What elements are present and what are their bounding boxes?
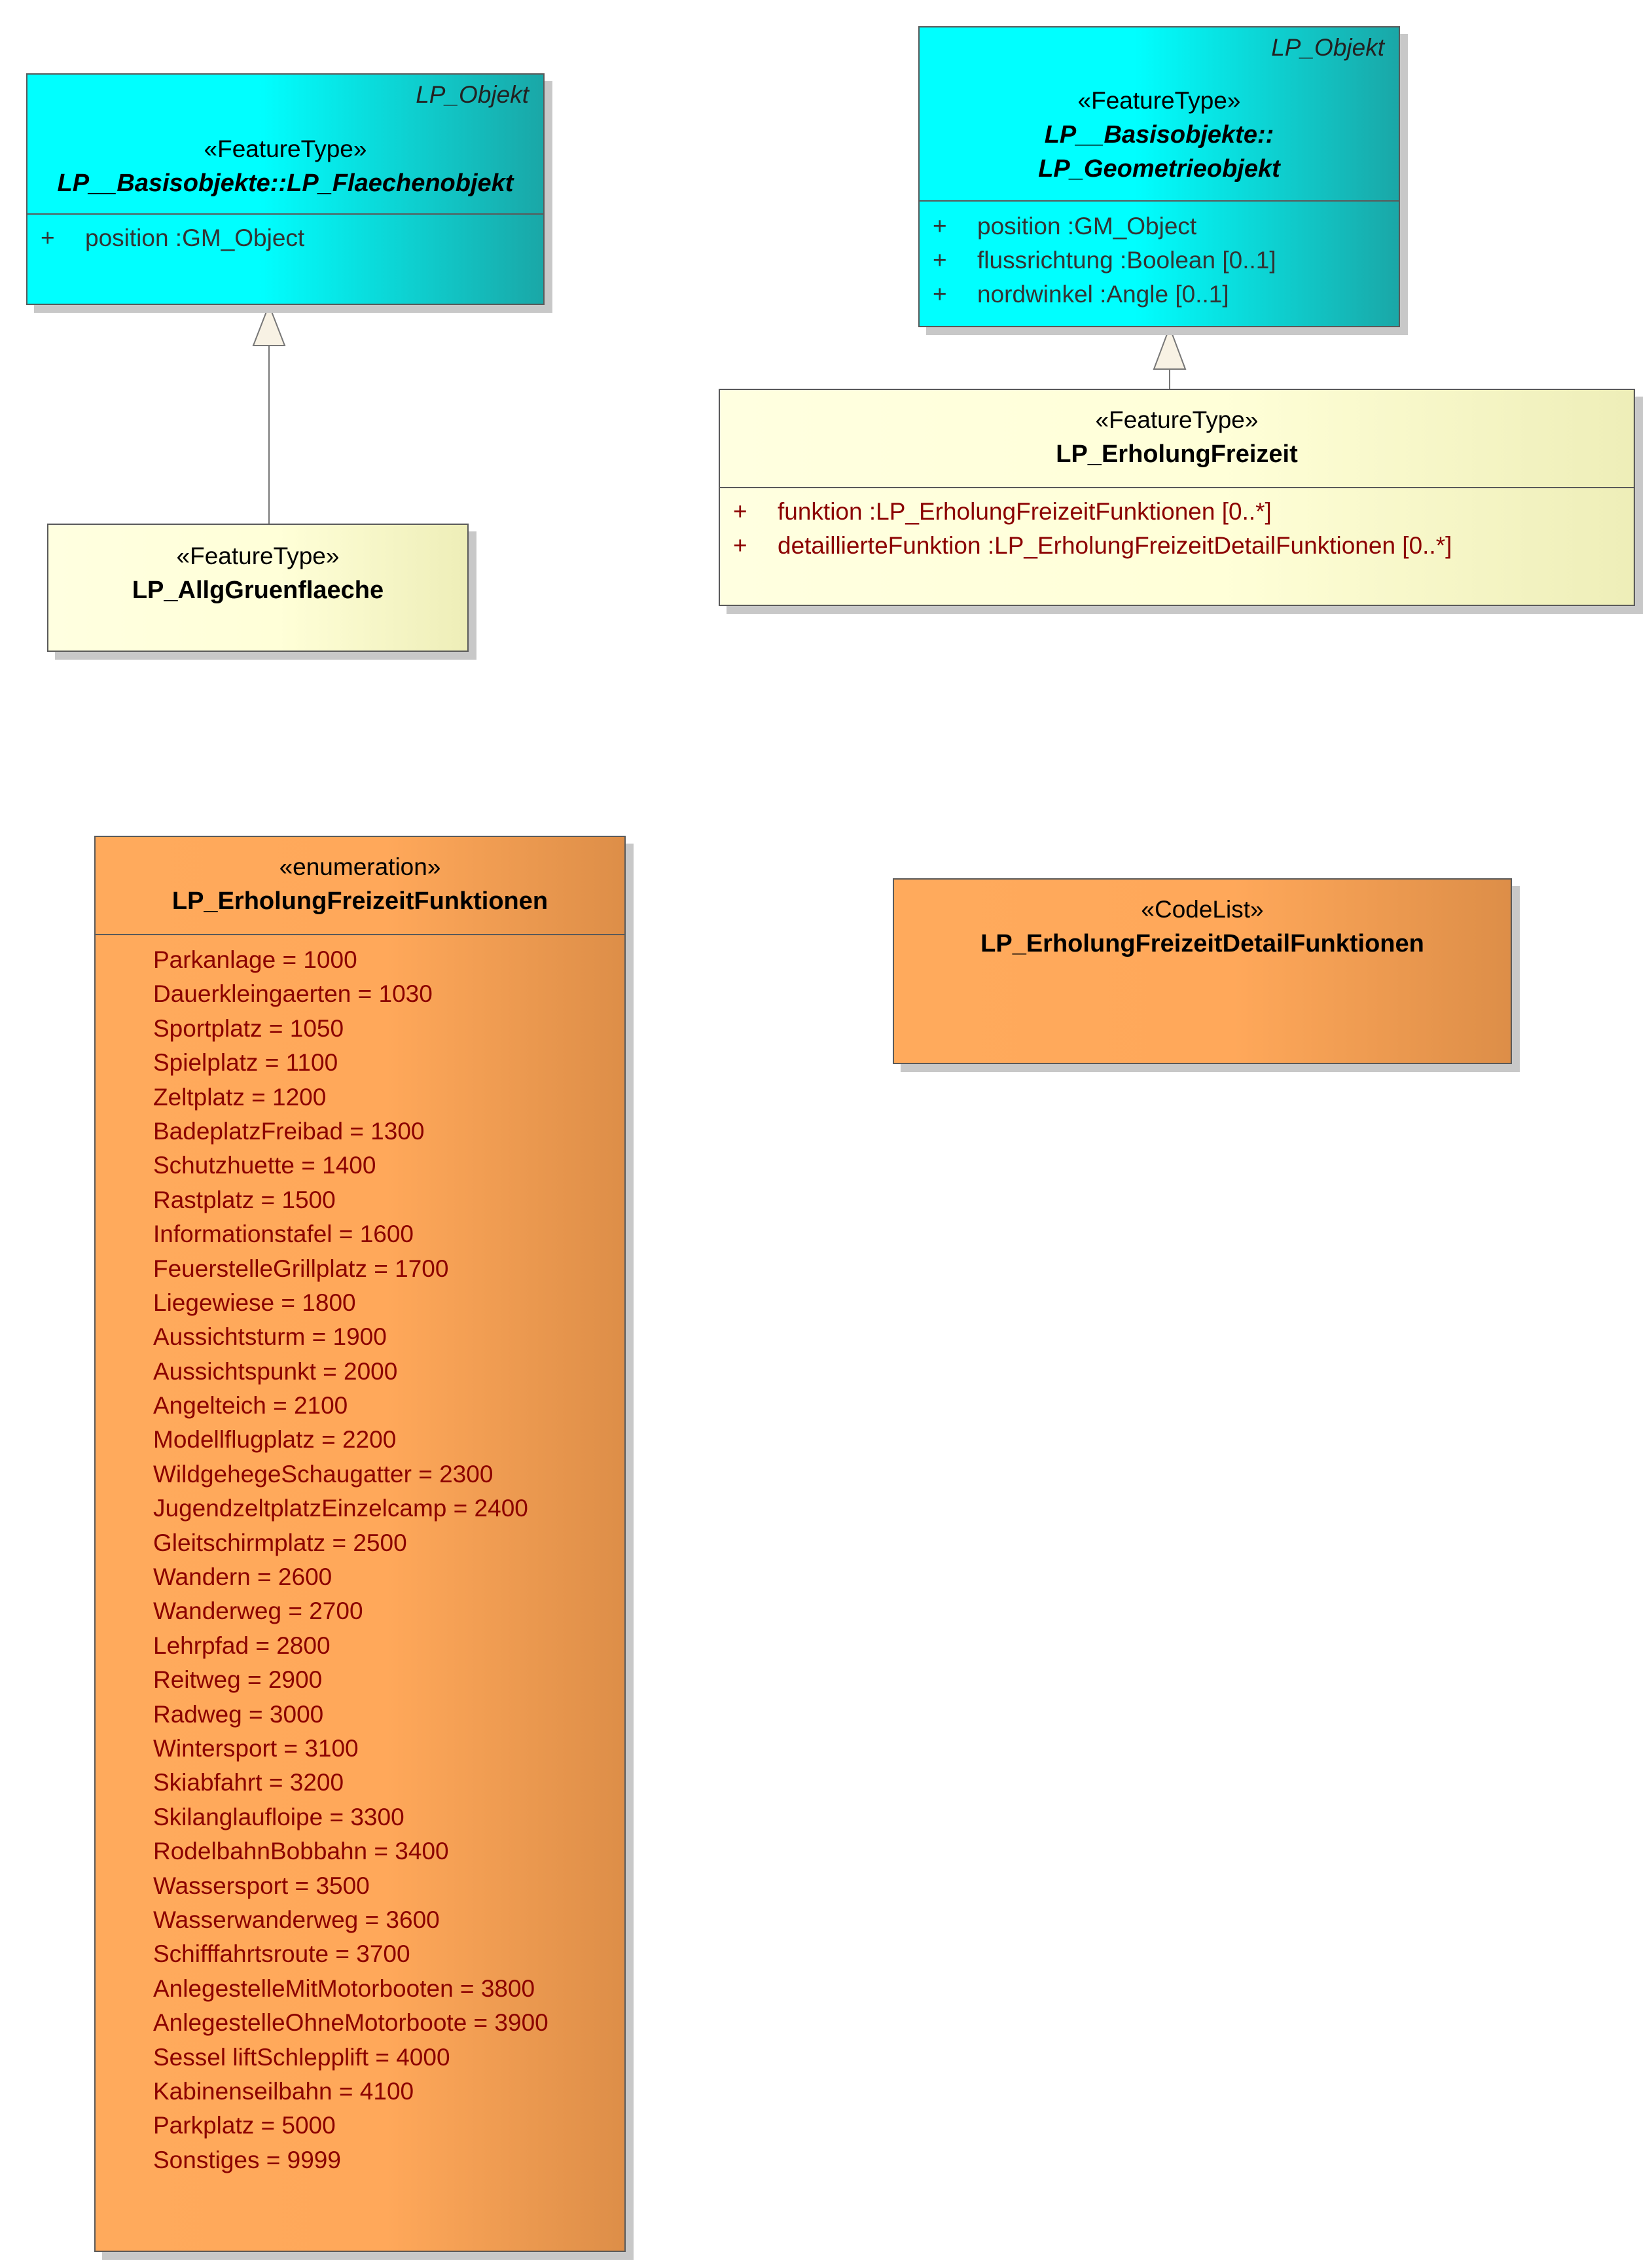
attribute-row — [933, 243, 1399, 277]
enumeration-literal: Parkanlage = 1000 — [153, 946, 357, 973]
attribute-row — [733, 529, 1634, 563]
enumeration-literal: Wintersport = 3100 — [153, 1734, 359, 1762]
attribute-text: position :GM_Object — [85, 224, 305, 251]
attribute-text: funktion :LP_ErholungFreizeitFunktionen [0..*] — [778, 498, 1272, 525]
parent-class-label: LP_Objekt — [1271, 34, 1384, 61]
visibility-marker: + — [733, 532, 747, 559]
class-header — [720, 390, 1634, 488]
generalization-arrowhead-flaechenobjekt — [253, 305, 285, 346]
enumeration-literal: Rastplatz = 1500 — [153, 1186, 336, 1213]
class-lp-geometrieobjekt[interactable] — [918, 26, 1400, 327]
enumeration-literal: Kabinenseilbahn = 4100 — [153, 2077, 414, 2105]
enumeration-literal: Spielplatz = 1100 — [153, 1049, 338, 1077]
class-name-line-1: LP__Basisobjekte:: — [1044, 121, 1274, 149]
class-name-line-2: LP_Geometrieobjekt — [1038, 155, 1280, 183]
attribute-text: detaillierteFunktion :LP_ErholungFreizeitDetailFunktionen [0..*] — [778, 532, 1452, 559]
enumeration-literal: FeuerstelleGrillplatz = 1700 — [153, 1255, 449, 1282]
visibility-marker: + — [933, 247, 947, 274]
enumeration-literal: Sessel liftSchlepplift = 4000 — [153, 2043, 450, 2071]
attribute-row — [933, 277, 1399, 312]
enumeration-literal: Aussichtsturm = 1900 — [153, 1323, 387, 1351]
attribute-compartment — [720, 488, 1634, 563]
enumeration-literal-list — [96, 935, 624, 2177]
enumeration-literal: Skiabfahrt = 3200 — [153, 1769, 344, 1796]
enumeration-literal: Reitweg = 2900 — [153, 1666, 323, 1694]
enumeration-literal: Wassersport = 3500 — [153, 1872, 370, 1899]
class-name: LP_AllgGruenflaeche — [132, 577, 384, 604]
attribute-row — [933, 209, 1399, 243]
class-name: LP_ErholungFreizeitDetailFunktionen — [980, 930, 1424, 957]
enumeration-literal: Aussichtspunkt = 2000 — [153, 1357, 398, 1385]
enumeration-literal: Wasserwanderweg = 3600 — [153, 1906, 440, 1933]
stereotype-label: «CodeList» — [1141, 896, 1264, 923]
enumeration-literal: Sportplatz = 1050 — [153, 1014, 344, 1042]
attribute-text: nordwinkel :Angle [0..1] — [977, 281, 1229, 308]
attribute-text: flussrichtung :Boolean [0..1] — [977, 247, 1276, 274]
class-header — [894, 880, 1511, 961]
stereotype-label: «FeatureType» — [204, 135, 367, 162]
stereotype-label: «FeatureType» — [1077, 87, 1241, 114]
parent-class-label: LP_Objekt — [416, 81, 529, 108]
enumeration-literal: Schutzhuette = 1400 — [153, 1152, 376, 1179]
attribute-compartment — [27, 215, 543, 255]
visibility-marker: + — [933, 213, 947, 240]
class-header — [27, 75, 543, 215]
enumeration-literal: Wandern = 2600 — [153, 1563, 332, 1591]
enumeration-literal: WildgehegeSchaugatter = 2300 — [153, 1460, 494, 1488]
stereotype-label: «FeatureType» — [176, 543, 340, 569]
class-name: LP_ErholungFreizeitFunktionen — [171, 887, 548, 915]
enumeration-literal: Zeltplatz = 1200 — [153, 1083, 327, 1111]
enumeration-literal: Radweg = 3000 — [153, 1700, 324, 1728]
visibility-marker: + — [41, 224, 55, 251]
enumeration-literal: Angelteich = 2100 — [153, 1392, 348, 1419]
class-name: LP_ErholungFreizeit — [1056, 440, 1298, 468]
class-header — [48, 525, 467, 607]
class-name: LP__Basisobjekte::LP_Flaechenobjekt — [57, 170, 514, 197]
enumeration-literal: Wanderweg = 2700 — [153, 1598, 363, 1625]
enumeration-literal: Liegewiese = 1800 — [153, 1289, 356, 1316]
attribute-row — [41, 221, 543, 255]
enumeration-literal: Sonstiges = 9999 — [153, 2146, 341, 2173]
class-header — [96, 837, 624, 935]
visibility-marker: + — [933, 281, 947, 308]
enumeration-literal: Dauerkleingaerten = 1030 — [153, 980, 433, 1008]
codelist-lp-erholungfreizeitdetailfunktionen[interactable] — [893, 878, 1512, 1064]
enumeration-literal: Lehrpfad = 2800 — [153, 1632, 331, 1659]
class-lp-flaechenobjekt[interactable] — [26, 73, 545, 305]
enumeration-literal: Gleitschirmplatz = 2500 — [153, 1529, 407, 1556]
enumeration-literal: AnlegestelleMitMotorbooten = 3800 — [153, 1974, 535, 2002]
enumeration-literal: Schifffahrtsroute = 3700 — [153, 1940, 410, 1968]
class-lp-allggruenflaeche[interactable] — [47, 524, 469, 652]
attribute-text: position :GM_Object — [977, 213, 1197, 240]
class-header — [920, 27, 1399, 202]
visibility-marker: + — [733, 498, 747, 525]
enumeration-literal: Parkplatz = 5000 — [153, 2112, 336, 2139]
enumeration-literal: Informationstafel = 1600 — [153, 1221, 414, 1248]
stereotype-label: «enumeration» — [279, 853, 441, 880]
enumeration-literal: Skilanglaufloipe = 3300 — [153, 1803, 404, 1830]
enumeration-literal: AnlegestelleOhneMotorboote = 3900 — [153, 2009, 548, 2037]
enumeration-literal: JugendzeltplatzEinzelcamp = 2400 — [153, 1495, 528, 1522]
generalization-arrowhead-geometrieobjekt — [1154, 327, 1185, 369]
enumeration-literal: Modellflugplatz = 2200 — [153, 1426, 397, 1454]
attribute-row — [733, 495, 1634, 529]
attribute-compartment — [920, 202, 1399, 312]
stereotype-label: «FeatureType» — [1095, 406, 1259, 433]
enumeration-literal: BadeplatzFreibad = 1300 — [153, 1117, 425, 1145]
enumeration-literal: RodelbahnBobbahn = 3400 — [153, 1838, 449, 1865]
class-lp-erholungfreizeit[interactable] — [719, 389, 1635, 606]
enumeration-lp-erholungfreizeitfunktionen[interactable] — [94, 836, 626, 2252]
